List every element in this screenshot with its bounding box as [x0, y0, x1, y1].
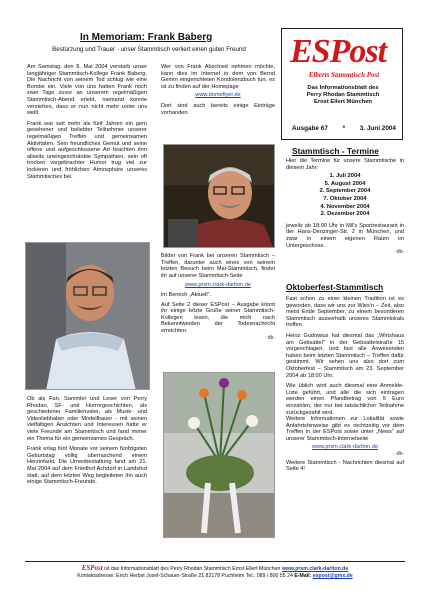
date-item: 2. September 2004 [319, 188, 371, 195]
column-2-top [161, 64, 275, 120]
paragraph: Auf Seite 2 dieser ESPost – Ausgabe könnt ihr einige letzte Grüße seiner Stammtisch-Kollegen lesen, die mich nach Bekanntwerden der Todesnachricht erreichten. [161, 301, 275, 334]
footer-email-label: E-Mail: [294, 573, 312, 579]
logo-tagline: Elberts Stammtisch Post [308, 71, 380, 79]
paragraph: Wie üblich wird auch diesmal eine Anmelde-Liste geführt, und alle die sich eintragen werden einen Pfandbetrag von 5 Euro einzahlen, der nur bei tatsächlicher Teilnahme zurückgezahlt wird. [286, 383, 404, 416]
termine-title: Stammtisch - Termine [292, 146, 379, 156]
prsm-link-2[interactable]: www.prsm.clark-darlton.de [312, 444, 378, 451]
page-title: In Memoriam: Frank Baberg [80, 32, 213, 43]
date-item: 5. August 2004 [324, 180, 366, 187]
date-item: 2. Dezember 2004 [320, 211, 370, 218]
paragraph: Dort sind auch bereits einige Einträge vorhanden. [161, 102, 275, 116]
issue-number: Ausgabe 67 [292, 125, 328, 132]
footer-link[interactable]: www.prsm.clark-darlton.de [281, 566, 349, 572]
author-sign: -db- [395, 451, 404, 458]
footer-contact: Kontaktadresse: Erich Herbst Josef-Schauer-Straße 21 82178 Puchheim Tel.: 089 / 800 55 24 [77, 573, 293, 579]
column-1-bottom [27, 396, 147, 490]
espost-logo: ESPost [290, 33, 387, 70]
footer-email[interactable]: espost@gmx.de [312, 573, 353, 579]
photo-frank-baberg [25, 242, 150, 390]
footer-logo: ESPost [81, 564, 103, 572]
footer [25, 561, 405, 580]
paragraph: Frank war seit mehr als fünf Jahren ein gern gesehener und beliebter Teilnehmer unserer regelmäßigen Treffen und gemeinsamen Aktivitäten. Sein freundliches Gemüt und seine offene und aufgeschlossene Art brachten ihm allseits uneingeschränkte Sympathien, sein oft trocken vorgebrachter Humor trug viel zur lockeren und fröhlichen Atmosphäre unseres Stammtisches bei. [27, 120, 147, 180]
info-line-2: Perry Rhodan Stammtisch [306, 92, 380, 98]
termine-text: jeweils ab 18:00 Uhr in Mil's Sportrestaurant in der Hans-Denzinger-Str. 2 in München, und zwar in einem eigenen Raum im Untergeschoss. [286, 222, 404, 249]
paragraph: Frank erlag fünf Monate vor seinem fünfzigsten Geburtstag völlig überraschend einem Herzinfarkt. Die Urnenbestattung fand am 21. Mai 2004 auf dem Friedhof Achdorf in Landshut statt, auf dem letzten Weg begleiteten ihn auch einige Stammtisch-Freunde. [27, 446, 147, 486]
paragraph: Wer von Frank Abschied nehmen möchte, kann dies im Internet in dem von Bernd Gemm eingerichteten Kondolenzbuch tun, es ist zu finden auf der Homepage [161, 64, 275, 90]
termine-section [286, 158, 404, 256]
paragraph: Weitere Informationen zur Lokalität sowie Anfahrtshinweise gibt es rechtzeitig vor dem Treffen in der ESPost sowie unter „News“ auf unserer Stammtisch-Internetseite [286, 416, 404, 442]
info-line-1: Das Informationsblatt des [307, 85, 379, 91]
paragraph: Am Samstag, den 8. Mai 2004 verstarb unser langjähriger Stammtisch-Kollege Frank Baberg. Die Nachricht von seinem Tod schlug wie eine Bombe ein. Viele von uns hatten Frank noch zwei Tage zuvor an unserem regelmäßigen Stammtisch-Abend erlebt, niemand konnte verstehen, dass er nun nicht mehr unter uns weilt. [27, 64, 147, 117]
subtitle: Bestürzung und Trauer - unser Stammtisch verliert einen guten Freund [52, 46, 246, 53]
paragraph: Fast schon zu einer kleinen Tradition ist es geworden, dass wir uns zur Wies'n – Zeit, also meist Ende September, zu einem besonderen Stammtisch ausserhalb unseres Stammlokals treffen. [286, 296, 404, 329]
paragraph: im Bereich „Aktuell“. [161, 291, 212, 298]
author-sign: -db- [266, 334, 275, 341]
paragraph: Heinz Gudowius hat diesmal das „Wirtshaus am Gebsattel“ in der Gebsattelstraße 15 vorgeschlagen, und fast alle Anwesenden haben beim letzten Stammtisch – Treffen dafür gestimmt. Wir sehen uns also dort zum Oktoberfest – Stammtisch am 23. September 2004 ab 18:00 Uhr. [286, 332, 404, 379]
photo-flower-arrangement [163, 372, 275, 538]
more-news: Weitere Stammtisch - Nachrichten diesmal auf Seite 4! [286, 459, 404, 473]
paragraph: Ob als Fan, Sammler und Leser von Perry Rhodan, SF- und Horrorgeschichten, als geschiedener Familienvater, als Musik- und Videoliebhaber oder Modellbauer - mit seinen vielfältigen Ansichten und Interessen hatte er viele Freunde am Stammtisch und fand immer ein Thema für ein gemeinsames Gespräch. [27, 396, 147, 442]
issue-date: 3. Juni 2004 [359, 125, 396, 132]
termine-intro: Hier die Termine für unsere Stammtische in diesem Jahr: [286, 158, 404, 171]
photo-stammtisch [163, 144, 275, 248]
author-sign: -db- [395, 249, 404, 256]
footer-line-1: ist das Informationsblatt des Perry Rhodan Stammtisch Ernst Ellert München [104, 566, 281, 572]
paragraph: Bilder von Frank bei unseren Stammtisch – Treffen, darunter auch eines von seinem letzten Besuch beim Mai-Stammtisch, findet ihr auf unserer Stammtisch-Seite [161, 253, 275, 279]
issue-star: * [342, 125, 346, 132]
domeflyer-link[interactable]: www.domeflyer.de [195, 92, 241, 99]
oktoberfest-title: Oktoberfest-Stammtisch [286, 282, 384, 292]
date-item: 4. November 2004 [320, 203, 370, 210]
date-item: 7. Oktober 2004 [323, 195, 367, 202]
column-2-bottom [161, 253, 275, 341]
info-line-3: Ernst Ellert München [314, 99, 372, 105]
date-item: 1. Juli 2004 [329, 173, 361, 180]
column-1-top [27, 64, 147, 184]
prsm-link[interactable]: www.prsm.clark-darlton.de [185, 282, 251, 289]
oktoberfest-section [286, 296, 404, 477]
masthead-box [281, 28, 403, 140]
